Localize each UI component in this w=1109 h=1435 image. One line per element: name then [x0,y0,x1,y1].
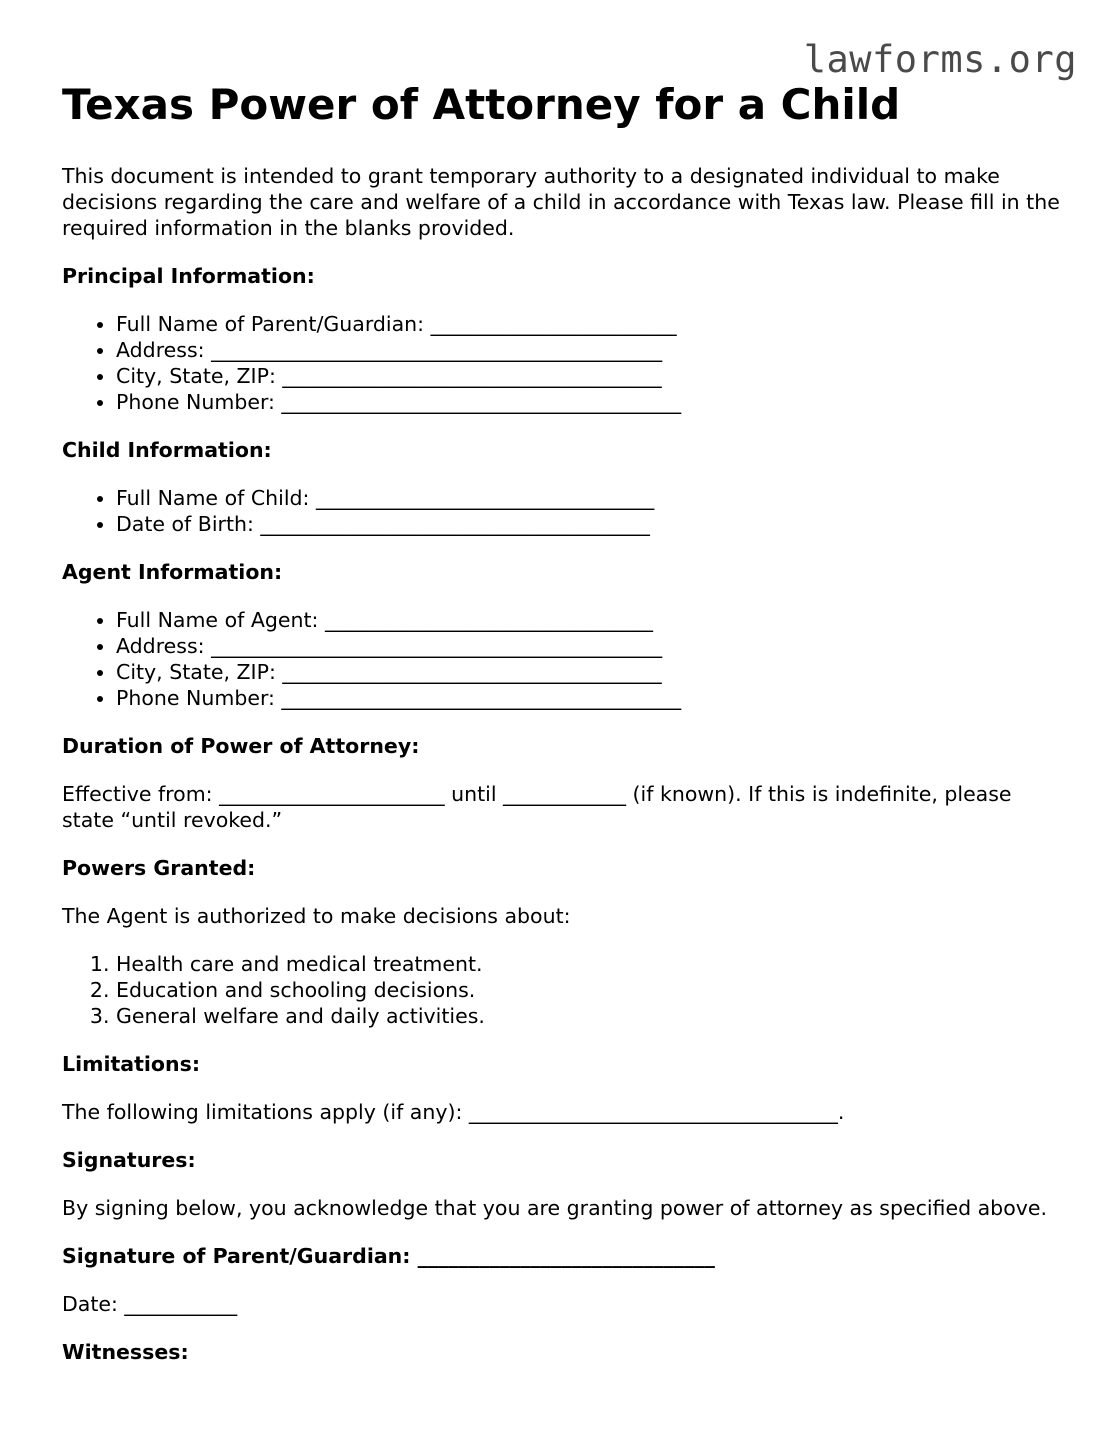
principal-city-state-zip-field: • City, State, ZIP: _____________________________________ [116,363,1062,389]
intro-paragraph: This document is intended to grant temporary authority to a designated individual to make decisions regarding the care and welfare of a child in accordance with Texas law. Please fill in the required information in the blanks provided. [62,164,1060,240]
signatures-paragraph: By signing below, you acknowledge that you are granting power of attorney as specified above. [62,1196,1047,1220]
child-full-name-field: • Full Name of Child: _________________________________ [116,485,1062,511]
power-item-education: 2. Education and schooling decisions. [116,977,1062,1003]
document-body [62,78,1062,1365]
powers-paragraph: The Agent is authorized to make decisions about: [62,904,571,928]
agent-heading: Agent Information: [62,560,283,584]
witnesses-heading: Witnesses: [62,1340,189,1364]
duration-heading: Duration of Power of Attorney: [62,734,420,758]
agent-address-field: • Address: ____________________________________________ [116,633,1062,659]
agent-city-state-zip-field: • City, State, ZIP: _____________________________________ [116,659,1062,685]
watermark-logo: lawforms.org [803,38,1077,81]
duration-paragraph: Effective from: ______________________ until ____________ (if known). If this is indefinite, please state “until revoked.” [62,782,1012,832]
principal-heading: Principal Information: [62,264,315,288]
power-item-welfare: 3. General welfare and daily activities. [116,1003,1062,1029]
document-title: Texas Power of Attorney for a Child [62,80,901,129]
child-heading: Child Information: [62,438,272,462]
signature-line: Signature of Parent/Guardian: _____________________________ [62,1244,715,1268]
child-list [62,485,1062,537]
powers-heading: Powers Granted: [62,856,256,880]
limitations-heading: Limitations: [62,1052,201,1076]
principal-full-name-field: • Full Name of Parent/Guardian: ________________________ [116,311,1062,337]
date-line: Date: ___________ [62,1292,238,1316]
powers-list [62,951,1062,1029]
principal-address-field: • Address: ____________________________________________ [116,337,1062,363]
agent-full-name-field: • Full Name of Agent: ________________________________ [116,607,1062,633]
signatures-heading: Signatures: [62,1148,196,1172]
child-dob-field: • Date of Birth: ______________________________________ [116,511,1062,537]
principal-list [62,311,1062,415]
agent-phone-field: • Phone Number: _______________________________________ [116,685,1062,711]
agent-list [62,607,1062,711]
limitations-paragraph: The following limitations apply (if any): ____________________________________. [62,1100,845,1124]
principal-phone-field: • Phone Number: _______________________________________ [116,389,1062,415]
power-item-health: 1. Health care and medical treatment. [116,951,1062,977]
